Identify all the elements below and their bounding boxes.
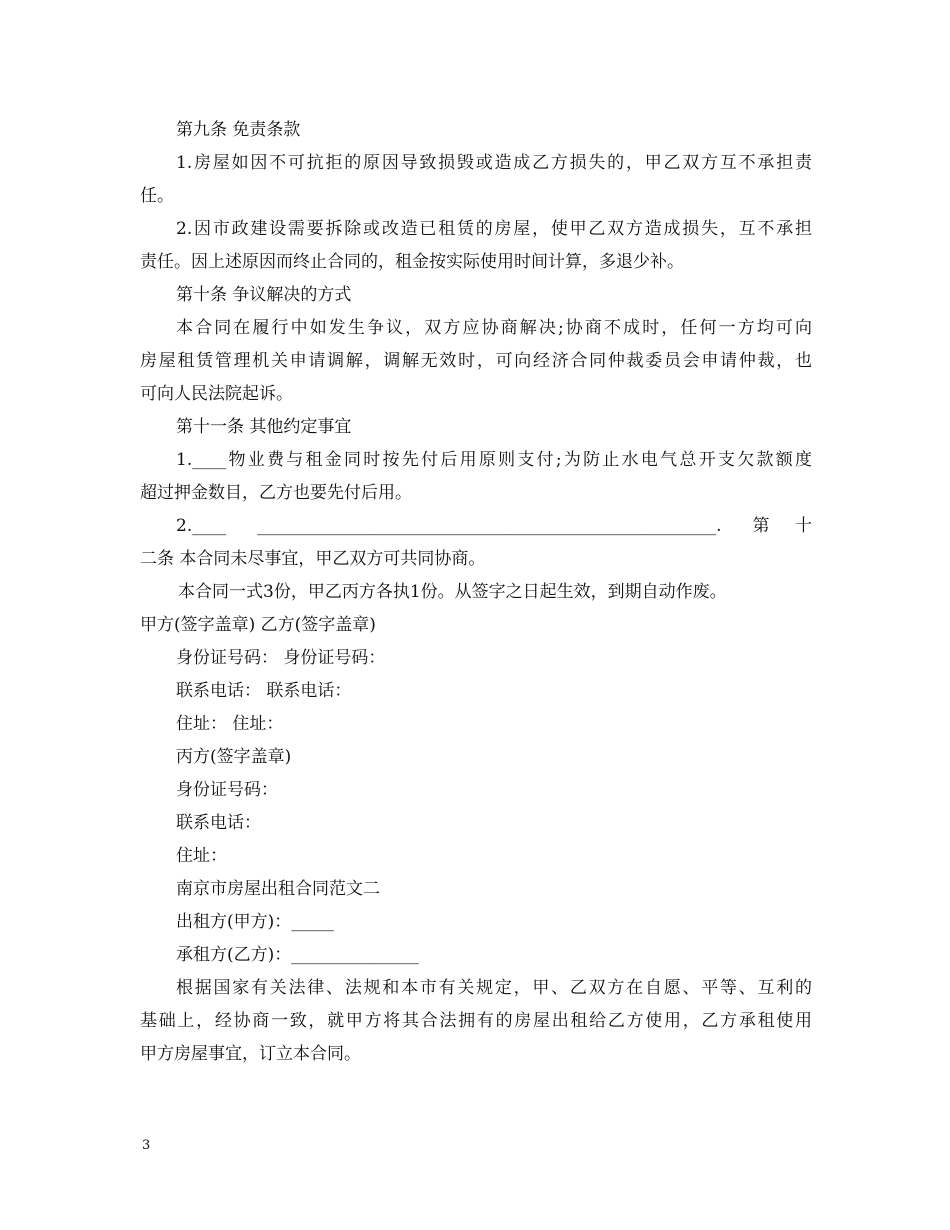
signature-line: 联系电话： 联系电话： [176, 681, 352, 701]
paragraph-line: 甲方房屋事宜，订立本合同。 [140, 1044, 361, 1064]
document-body [140, 114, 812, 1071]
section-heading: 第十一条 其他约定事宜 [176, 417, 352, 437]
paragraph-line: 根据国家有关法律、法规和本市有关规定，甲、乙双方在自愿、平等、互利的 [176, 978, 812, 998]
paragraph-line: 房屋租赁管理机关申请调解，调解无效时，可向经济合同仲裁委员会申请仲裁，也 [140, 351, 812, 371]
section-heading: 第十条 争议解决的方式 [176, 285, 352, 305]
signature-line: 联系电话： [176, 813, 261, 833]
paragraph-line: 责任。因上述原因而终止合同的，租金按实际使用时间计算，多退少补。 [140, 252, 684, 272]
signature-line: 丙方(签字盖章) [176, 747, 292, 767]
document-subtitle: 南京市房屋出租合同范文二 [176, 879, 380, 899]
page-number: 3 [142, 1138, 151, 1153]
signature-line: 身份证号码： 身份证号码： [176, 648, 386, 668]
signature-line: 身份证号码： [176, 780, 278, 800]
paragraph-line: 二条 本合同未尽事宜，甲乙双方可共同协商。 [140, 549, 486, 569]
paragraph-line: 可向人民法院起诉。 [140, 384, 293, 404]
paragraph-line: 基础上，经协商一致，就甲方将其合法拥有的房屋出租给乙方使用，乙方承租使用 [140, 1011, 812, 1031]
paragraph-line: 1.____物业费与租金同时按先付后用原则支付;为防止水电气总开支欠款额度 [176, 450, 812, 470]
signature-line: 住址： 住址： [176, 714, 284, 734]
signature-line: 住址： [176, 846, 227, 866]
paragraph-line: 1.房屋如因不可抗拒的原因导致损毁或造成乙方损失的，甲乙双方互不承担责 [176, 153, 812, 173]
paragraph-line: 本合同一式3份，甲乙丙方各执1份。从签字之日起生效，到期自动作废。 [178, 582, 727, 602]
paragraph-line: 超过押金数目，乙方也要先付后用。 [140, 483, 412, 503]
signature-line: 甲方(签字盖章) 乙方(签字盖章) [140, 615, 376, 635]
paragraph-line: 2.因市政建设需要拆除或改造已租赁的房屋，使甲乙双方造成损失，互不承担 [176, 219, 812, 239]
paragraph-line: 任。 [140, 186, 174, 206]
paragraph-line: 本合同在履行中如发生争议，双方应协商解决;协商不成时，任何一方均可向 [176, 318, 812, 338]
party-line: 出租方(甲方)：_____ [176, 912, 334, 932]
party-line: 承租方(乙方)：_______________ [176, 945, 419, 965]
section-heading: 第九条 免责条款 [176, 120, 301, 140]
paragraph-line: 2.____ ______________________________________________________. 第十 [176, 516, 812, 536]
